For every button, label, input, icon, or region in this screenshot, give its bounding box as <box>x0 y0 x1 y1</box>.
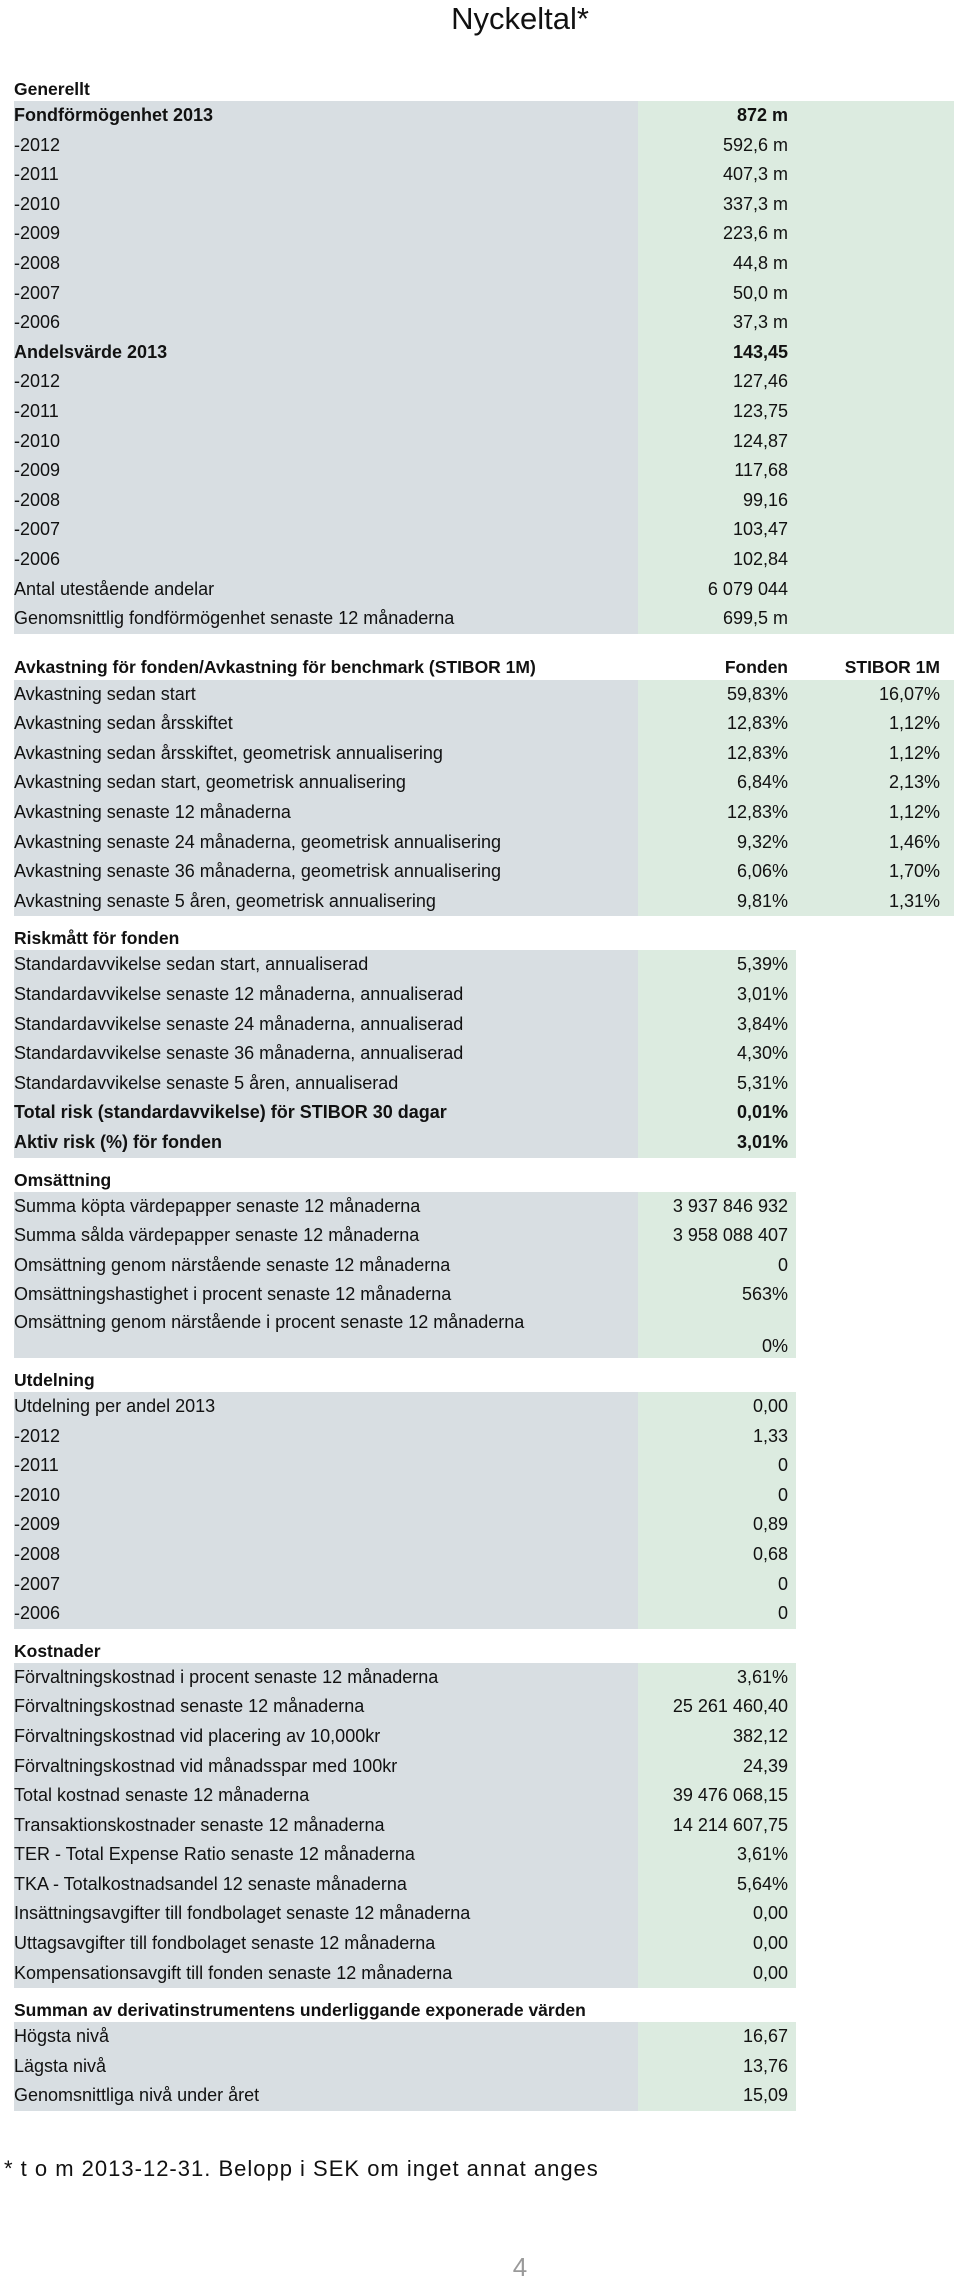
row-label: -2012 <box>14 131 638 161</box>
row-value-stibor: 1,12% <box>796 739 954 769</box>
utdelning-row <box>14 1481 954 1511</box>
generellt-row <box>14 545 954 575</box>
section-generellt <box>14 74 954 634</box>
row-value: 223,6 m <box>638 219 796 249</box>
generellt-row <box>14 338 954 368</box>
row-value: 103,47 <box>638 515 796 545</box>
section-heading: Avkastning för fonden/Avkastning för benchmark (STIBOR 1M) <box>14 656 536 677</box>
avkastning-row <box>14 680 954 710</box>
generellt-row <box>14 279 954 309</box>
row-value: 102,84 <box>638 545 796 575</box>
row-value: 5,31% <box>638 1069 796 1099</box>
row-label: Lägsta nivå <box>14 2052 638 2082</box>
kostnad-row <box>14 1899 954 1929</box>
avkastning-row <box>14 857 954 887</box>
section-heading: Summan av derivatinstrumentens underliggande exponerade värden <box>14 2000 586 2021</box>
row-label: Högsta nivå <box>14 2022 638 2052</box>
row-spacer <box>796 1510 954 1540</box>
row-spacer <box>796 1540 954 1570</box>
row-spacer <box>796 486 954 516</box>
column-header-fonden: Fonden <box>724 656 788 677</box>
row-label: Avkastning senaste 36 månaderna, geometrisk annualisering <box>14 857 638 887</box>
row-value: 872 m <box>638 101 796 131</box>
row-value: 0 <box>638 1451 796 1481</box>
row-label: Förvaltningskostnad vid placering av 10,000kr <box>14 1722 638 1752</box>
row-label: Avkastning senaste 24 månaderna, geometrisk annualisering <box>14 828 638 858</box>
kostnad-row <box>14 1811 954 1841</box>
avkastning-row <box>14 768 954 798</box>
row-label: -2007 <box>14 515 638 545</box>
generellt-row <box>14 397 954 427</box>
row-value: 3,84% <box>638 1010 796 1040</box>
row-spacer <box>796 1929 954 1959</box>
derivat-row <box>14 2081 954 2111</box>
row-spacer <box>796 219 954 249</box>
generellt-row <box>14 131 954 161</box>
row-value-fonden: 59,83% <box>638 680 796 710</box>
kostnad-row <box>14 1929 954 1959</box>
row-spacer <box>796 980 954 1010</box>
row-spacer <box>796 1811 954 1841</box>
utdelning-row <box>14 1570 954 1600</box>
generellt-row <box>14 515 954 545</box>
row-value: 0 <box>638 1251 796 1281</box>
row-label: -2007 <box>14 1570 638 1600</box>
kostnad-row <box>14 1722 954 1752</box>
row-spacer <box>796 308 954 338</box>
generellt-row <box>14 190 954 220</box>
row-value-stibor: 1,70% <box>796 857 954 887</box>
utdelning-row <box>14 1451 954 1481</box>
row-label: Summa köpta värdepapper senaste 12 månaderna <box>14 1192 638 1222</box>
row-label: Genomsnittliga nivå under året <box>14 2081 638 2111</box>
row-spacer <box>796 1752 954 1782</box>
risk-row <box>14 1039 954 1069</box>
kostnad-row <box>14 1781 954 1811</box>
row-value-fonden: 12,83% <box>638 739 796 769</box>
row-spacer <box>796 604 954 634</box>
row-spacer <box>796 1481 954 1511</box>
row-value: 13,76 <box>638 2052 796 2082</box>
row-label: Avkastning sedan start, geometrisk annualisering <box>14 768 638 798</box>
risk-row <box>14 1128 954 1158</box>
row-label: -2006 <box>14 1599 638 1629</box>
row-label: Omsättningshastighet i procent senaste 12 månaderna <box>14 1280 638 1310</box>
row-spacer <box>796 190 954 220</box>
page-title: Nyckeltal* <box>451 1 589 36</box>
generellt-row <box>14 486 954 516</box>
row-value: 123,75 <box>638 397 796 427</box>
section-utdelning <box>14 1358 954 1629</box>
row-value: 5,39% <box>638 950 796 980</box>
row-spacer <box>796 2081 954 2111</box>
generellt-row <box>14 604 954 634</box>
row-value: 0,00 <box>638 1899 796 1929</box>
row-value: 6 079 044 <box>638 575 796 605</box>
utdelning-row <box>14 1540 954 1570</box>
row-label: TER - Total Expense Ratio senaste 12 månaderna <box>14 1840 638 1870</box>
row-value: 563% <box>638 1280 796 1310</box>
row-value: 0,01% <box>638 1098 796 1128</box>
generellt-row <box>14 160 954 190</box>
row-value: 407,3 m <box>638 160 796 190</box>
row-label: Aktiv risk (%) för fonden <box>14 1128 638 1158</box>
row-spacer <box>796 160 954 190</box>
row-spacer <box>796 1039 954 1069</box>
row-label: -2012 <box>14 367 638 397</box>
row-label: Avkastning sedan årsskiftet, geometrisk annualisering <box>14 739 638 769</box>
row-value: 382,12 <box>638 1722 796 1752</box>
section-heading: Riskmått för fonden <box>14 928 180 949</box>
omsattning-row <box>14 1251 954 1281</box>
row-label: -2009 <box>14 1510 638 1540</box>
row-spacer <box>796 1840 954 1870</box>
row-label: Standardavvikelse sedan start, annualiserad <box>14 950 638 980</box>
row-spacer <box>796 101 954 131</box>
row-label: Förvaltningskostnad senaste 12 månaderna <box>14 1692 638 1722</box>
row-value: 3,61% <box>638 1663 796 1693</box>
row-value: 4,30% <box>638 1039 796 1069</box>
generellt-row <box>14 101 954 131</box>
row-spacer <box>796 1098 954 1128</box>
row-spacer <box>796 1599 954 1629</box>
section-kostnader <box>14 1629 954 1989</box>
row-value: 14 214 607,75 <box>638 1811 796 1841</box>
row-value: 124,87 <box>638 427 796 457</box>
row-value-stibor: 1,46% <box>796 828 954 858</box>
row-value-fonden: 9,32% <box>638 828 796 858</box>
row-label: Uttagsavgifter till fondbolaget senaste 12 månaderna <box>14 1929 638 1959</box>
row-label: Total kostnad senaste 12 månaderna <box>14 1781 638 1811</box>
row-value: 99,16 <box>638 486 796 516</box>
row-value: 3,61% <box>638 1840 796 1870</box>
utdelning-row <box>14 1510 954 1540</box>
row-label: -2008 <box>14 1540 638 1570</box>
row-value: 117,68 <box>638 456 796 486</box>
row-spacer <box>796 338 954 368</box>
row-value: 127,46 <box>638 367 796 397</box>
row-value: 0,89 <box>638 1510 796 1540</box>
row-label: -2007 <box>14 279 638 309</box>
row-value: 3,01% <box>638 980 796 1010</box>
avkastning-header-row <box>14 648 954 680</box>
row-value: 3 937 846 932 <box>638 1192 796 1222</box>
avkastning-row <box>14 887 954 917</box>
row-label: Kompensationsavgift till fonden senaste 12 månaderna <box>14 1959 638 1989</box>
row-label: -2008 <box>14 249 638 279</box>
row-value-fonden: 6,84% <box>638 768 796 798</box>
row-spacer <box>796 1959 954 1989</box>
row-value: 337,3 m <box>638 190 796 220</box>
risk-row <box>14 1098 954 1128</box>
row-value: 0 <box>638 1481 796 1511</box>
row-label: -2006 <box>14 545 638 575</box>
row-value: 3,01% <box>638 1128 796 1158</box>
row-spacer <box>796 1870 954 1900</box>
row-label: Avkastning senaste 12 månaderna <box>14 798 638 828</box>
omsattning-row <box>14 1280 954 1310</box>
kostnad-row <box>14 1959 954 1989</box>
row-spacer <box>796 1010 954 1040</box>
row-label: -2008 <box>14 486 638 516</box>
row-label: Standardavvikelse senaste 12 månaderna, annualiserad <box>14 980 638 1010</box>
column-header-stibor: STIBOR 1M <box>844 656 940 677</box>
row-label: -2010 <box>14 427 638 457</box>
kostnad-row <box>14 1870 954 1900</box>
row-label: Omsättning genom närstående senaste 12 månaderna <box>14 1251 638 1281</box>
row-value-fonden: 9,81% <box>638 887 796 917</box>
row-spacer <box>796 1781 954 1811</box>
generellt-row <box>14 367 954 397</box>
row-spacer <box>796 1221 954 1251</box>
row-label: Fondförmögenhet 2013 <box>14 101 638 131</box>
omsattning-row <box>14 1310 954 1358</box>
row-label: -2009 <box>14 219 638 249</box>
row-value: 5,64% <box>638 1870 796 1900</box>
row-value: 0,00 <box>638 1929 796 1959</box>
section-heading: Utdelning <box>14 1369 95 1390</box>
row-value: 24,39 <box>638 1752 796 1782</box>
row-value: 37,3 m <box>638 308 796 338</box>
avkastning-row <box>14 709 954 739</box>
row-label: Andelsvärde 2013 <box>14 338 638 368</box>
row-spacer <box>796 397 954 427</box>
row-spacer <box>796 427 954 457</box>
row-label: -2011 <box>14 397 638 427</box>
row-spacer <box>796 2052 954 2082</box>
avkastning-row <box>14 739 954 769</box>
key-figures-table <box>14 74 954 2111</box>
row-label: -2006 <box>14 308 638 338</box>
row-value: 592,6 m <box>638 131 796 161</box>
row-spacer <box>796 1128 954 1158</box>
row-value: 699,5 m <box>638 604 796 634</box>
row-spacer <box>796 2022 954 2052</box>
row-value: 15,09 <box>638 2081 796 2111</box>
row-spacer <box>796 1899 954 1929</box>
section-riskmatt <box>14 916 954 1157</box>
row-spacer <box>796 279 954 309</box>
row-value: 25 261 460,40 <box>638 1692 796 1722</box>
row-value: 3 958 088 407 <box>638 1221 796 1251</box>
row-value: 0 <box>638 1570 796 1600</box>
row-label: -2010 <box>14 1481 638 1511</box>
row-spacer <box>796 575 954 605</box>
row-value-fonden: 12,83% <box>638 709 796 739</box>
row-value: 0 <box>638 1599 796 1629</box>
row-value: 44,8 m <box>638 249 796 279</box>
section-omsattning <box>14 1158 954 1358</box>
section-derivat <box>14 1988 954 2111</box>
row-value-fonden: 6,06% <box>638 857 796 887</box>
row-label: Avkastning sedan årsskiftet <box>14 709 638 739</box>
derivat-row <box>14 2052 954 2082</box>
row-value: 0,68 <box>638 1540 796 1570</box>
row-label: -2009 <box>14 456 638 486</box>
row-label: Total risk (standardavvikelse) för STIBOR 30 dagar <box>14 1098 638 1128</box>
row-label: TKA - Totalkostnadsandel 12 senaste månaderna <box>14 1870 638 1900</box>
row-label: Insättningsavgifter till fondbolaget senaste 12 månaderna <box>14 1899 638 1929</box>
avkastning-row <box>14 828 954 858</box>
row-spacer <box>796 545 954 575</box>
row-spacer <box>796 1663 954 1693</box>
row-value: 16,67 <box>638 2022 796 2052</box>
row-value-stibor: 2,13% <box>796 768 954 798</box>
row-spacer <box>796 1451 954 1481</box>
row-label: -2011 <box>14 1451 638 1481</box>
row-spacer <box>796 1069 954 1099</box>
risk-row <box>14 980 954 1010</box>
kostnad-row <box>14 1752 954 1782</box>
omsattning-row <box>14 1192 954 1222</box>
row-label: Genomsnittlig fondförmögenhet senaste 12 månaderna <box>14 604 638 634</box>
row-label: Omsättning genom närstående i procent senaste 12 månaderna <box>14 1310 638 1358</box>
kostnad-row <box>14 1663 954 1693</box>
row-spacer <box>796 1722 954 1752</box>
derivat-row <box>14 2022 954 2052</box>
row-label: Utdelning per andel 2013 <box>14 1392 638 1422</box>
generellt-row <box>14 575 954 605</box>
footnote: * t o m 2013-12-31. Belopp i SEK om inget annat anges <box>4 2156 599 2181</box>
generellt-row <box>14 249 954 279</box>
row-spacer <box>796 249 954 279</box>
row-value: 1,33 <box>638 1422 796 1452</box>
row-value: 50,0 m <box>638 279 796 309</box>
row-spacer <box>796 1251 954 1281</box>
section-heading: Generellt <box>14 79 90 99</box>
section-heading: Kostnader <box>14 1640 101 1661</box>
risk-row <box>14 950 954 980</box>
generellt-row <box>14 219 954 249</box>
row-value-stibor: 16,07% <box>796 680 954 710</box>
row-label: Standardavvikelse senaste 24 månaderna, annualiserad <box>14 1010 638 1040</box>
row-value: 143,45 <box>638 338 796 368</box>
row-spacer <box>796 1570 954 1600</box>
omsattning-row <box>14 1221 954 1251</box>
row-spacer <box>796 1392 954 1422</box>
row-label: -2010 <box>14 190 638 220</box>
row-label: Antal utestående andelar <box>14 575 638 605</box>
row-spacer <box>796 1422 954 1452</box>
utdelning-row <box>14 1422 954 1452</box>
risk-row <box>14 1010 954 1040</box>
kostnad-row <box>14 1840 954 1870</box>
avkastning-row <box>14 798 954 828</box>
risk-row <box>14 1069 954 1099</box>
row-value-stibor: 1,12% <box>796 709 954 739</box>
row-value-fonden: 12,83% <box>638 798 796 828</box>
generellt-row <box>14 308 954 338</box>
page-number: 4 <box>512 2252 528 2282</box>
row-label: Transaktionskostnader senaste 12 månaderna <box>14 1811 638 1841</box>
row-label: Standardavvikelse senaste 5 åren, annualiserad <box>14 1069 638 1099</box>
row-label: -2011 <box>14 160 638 190</box>
row-label: Förvaltningskostnad vid månadsspar med 100kr <box>14 1752 638 1782</box>
row-spacer <box>796 367 954 397</box>
row-label: Avkastning senaste 5 åren, geometrisk annualisering <box>14 887 638 917</box>
row-value: 0,00 <box>638 1392 796 1422</box>
row-value-stibor: 1,31% <box>796 887 954 917</box>
row-label: Avkastning sedan start <box>14 680 638 710</box>
row-label: Summa sålda värdepapper senaste 12 månaderna <box>14 1221 638 1251</box>
utdelning-row <box>14 1392 954 1422</box>
row-spacer <box>796 1192 954 1222</box>
row-label: Standardavvikelse senaste 36 månaderna, annualiserad <box>14 1039 638 1069</box>
row-label: -2012 <box>14 1422 638 1452</box>
row-value: 39 476 068,15 <box>638 1781 796 1811</box>
row-label: Förvaltningskostnad i procent senaste 12 månaderna <box>14 1663 638 1693</box>
row-value: 0% <box>638 1310 796 1358</box>
row-spacer <box>796 1280 954 1310</box>
utdelning-row <box>14 1599 954 1629</box>
row-spacer <box>796 515 954 545</box>
generellt-row <box>14 456 954 486</box>
row-spacer <box>796 1692 954 1722</box>
row-spacer <box>796 1310 954 1358</box>
row-value-stibor: 1,12% <box>796 798 954 828</box>
generellt-row <box>14 427 954 457</box>
row-spacer <box>796 131 954 161</box>
row-spacer <box>796 456 954 486</box>
row-value: 0,00 <box>638 1959 796 1989</box>
kostnad-row <box>14 1692 954 1722</box>
section-avkastning <box>14 648 954 917</box>
section-heading: Omsättning <box>14 1169 112 1190</box>
row-spacer <box>796 950 954 980</box>
